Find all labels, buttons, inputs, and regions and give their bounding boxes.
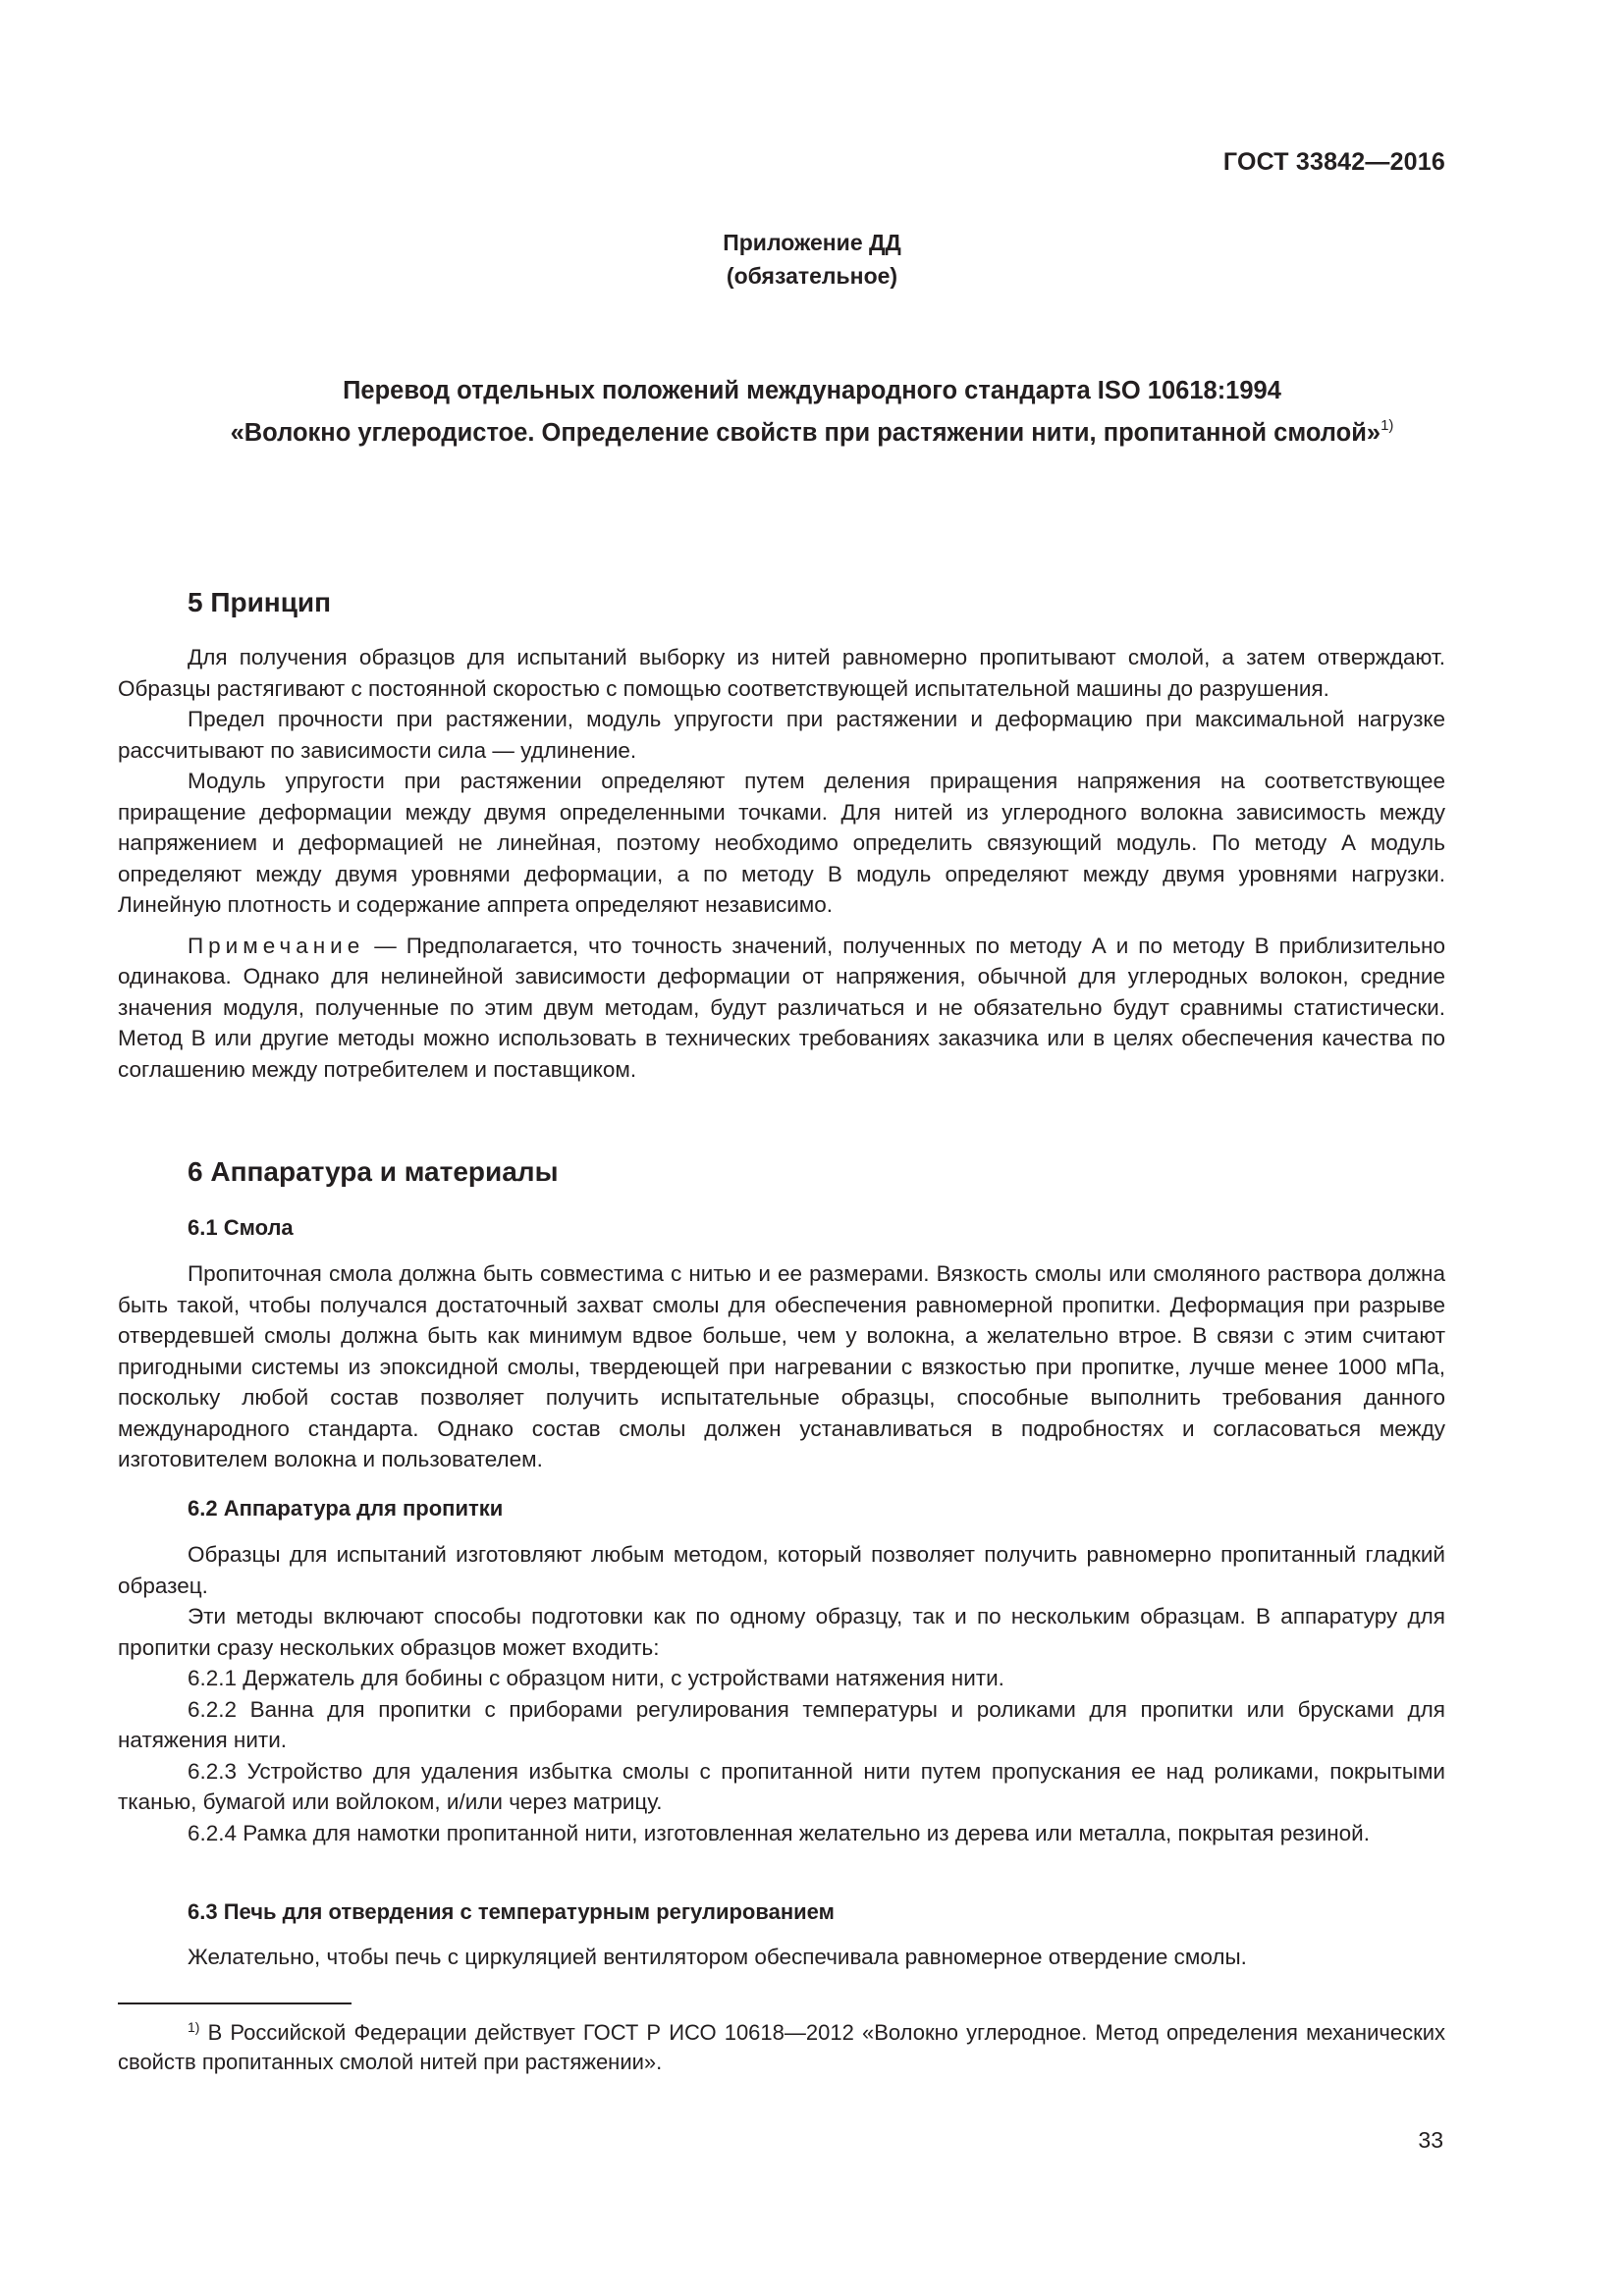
- document-code: ГОСТ 33842—2016: [1222, 148, 1445, 176]
- paragraph: Для получения образцов для испытаний выборку из нитей равномерно пропитывают смолой, а затем отверждают. Образцы растягивают с постоянной скоростью с помощью соответствующей испытательной машины до разрушения.: [118, 645, 1445, 701]
- section-5-body: [118, 642, 1445, 1085]
- note-paragraph: [118, 931, 1445, 1086]
- list-item: 6.2.1 Держатель для бобины с образцом нити, с устройствами натяжения нити.: [188, 1666, 1004, 1690]
- subsection-6-1-heading: 6.1 Смола: [188, 1215, 294, 1240]
- document-title: [118, 373, 1506, 451]
- paragraph: Предел прочности при растяжении, модуль упругости при растяжении и деформацию при максимальной нагрузке рассчитывают по зависимости сила — удлинение.: [118, 707, 1445, 763]
- paragraph: Желательно, чтобы печь с циркуляцией вентилятором обеспечивала равномерное отвердение смолы.: [188, 1945, 1247, 1969]
- paragraph: Образцы для испытаний изготовляют любым методом, который позволяет получить равномерно пропитанный гладкий образец.: [118, 1542, 1445, 1598]
- note-text: — Предполагается, что точность значений, полученных по методу А и по методу В приблизительно одинакова. Однако для нелинейной зависимости деформации от напряжения, обычной для углеродных волокон, средние значения модуля, полученные по этим двум методам, будут различаться и не обязательно будут сравнимы статистически. Метод В или другие методы можно использовать в технических требованиях заказчика или в целях обеспечения качества по соглашению между потребителем и поставщиком.: [118, 933, 1445, 1082]
- footnote-divider: [118, 2002, 352, 2004]
- list-item: 6.2.2 Ванна для пропитки с приборами регулирования температуры и роликами для пропитки или брусками для натяжения нити.: [118, 1696, 1445, 1752]
- footnote-text: В Российской Федерации действует ГОСТ Р ИСО 10618—2012 «Волокно углеродное. Метод определения механических свойств пропитанных смолой нитей при растяжении».: [118, 2020, 1445, 2074]
- footnote-mark: 1): [188, 2019, 200, 2035]
- note-lead: Примечание: [188, 933, 365, 958]
- section-6-heading: 6 Аппаратура и материалы: [188, 1156, 559, 1187]
- title-footnote-mark: 1): [1380, 417, 1394, 434]
- list-item: 6.2.3 Устройство для удаления избытка смолы с пропитанной нити путем пропускания ее над роликами, покрытыми тканью, бумагой или войлоком, и/или через матрицу.: [118, 1758, 1445, 1814]
- subsection-6-2-heading: 6.2 Аппаратура для пропитки: [188, 1496, 504, 1521]
- appendix-title: Приложение ДД: [723, 230, 901, 255]
- section-5-heading: 5 Принцип: [188, 587, 332, 617]
- title-line-2: [118, 408, 1506, 451]
- paragraph: Эти методы включают способы подготовки как по одному образцу, так и по нескольким образцам. В аппаратуру для пропитки сразу нескольких образцов может входить:: [118, 1604, 1445, 1660]
- subsection-6-1-body: [118, 1258, 1445, 1475]
- page-number: 33: [1418, 2127, 1443, 2153]
- list-item: 6.2.4 Рамка для намотки пропитанной нити, изготовленная желательно из дерева или металла, покрытая резиной.: [188, 1820, 1370, 1845]
- appendix-status: (обязательное): [726, 263, 898, 289]
- subsection-6-2-body: [118, 1539, 1445, 1848]
- paragraph: Пропиточная смола должна быть совместима с нитью и ее размерами. Вязкость смолы или смоляного раствора должна быть такой, чтобы получался достаточный захват смолы для обеспечения равномерной пропитки. Деформация при разрыве отвердевшей смолы должна быть как минимум вдвое больше, чем у волокна, а желательно втрое. В связи с этим считают пригодными системы из эпоксидной смолы, твердеющей при нагревании с вязкостью при пропитке, лучше менее 1000 мПа, поскольку любой состав позволяет получить испытательные образцы, способные выполнить требования данного международного стандарта. Однако состав смолы должен устанавливаться в подробностях и согласоваться между изготовителем волокна и пользователем.: [118, 1261, 1445, 1471]
- subsection-6-3-body: [118, 1942, 1445, 1973]
- title-line-2-text: «Волокно углеродистое. Определение свойств при растяжении нити, пропитанной смолой»: [230, 419, 1381, 447]
- paragraph: Модуль упругости при растяжении определяют путем деления приращения напряжения на соответствующее приращение деформации между двумя определенными точками. Для нитей из углеродного волокна зависимость между напряжением и деформацией не линейная, поэтому необходимо определить связующий модуль. По методу А модуль определяют между двумя уровнями деформации, а по методу В модуль определяют между двумя уровнями нагрузки. Линейную плотность и содержание аппрета определяют независимо.: [118, 769, 1445, 917]
- subsection-6-3-heading: 6.3 Печь для отвердения с температурным регулированием: [188, 1899, 835, 1924]
- title-line-1: Перевод отдельных положений международного стандарта ISO 10618:1994: [343, 377, 1281, 404]
- appendix-header: [118, 226, 1506, 293]
- footnote: [118, 2012, 1445, 2077]
